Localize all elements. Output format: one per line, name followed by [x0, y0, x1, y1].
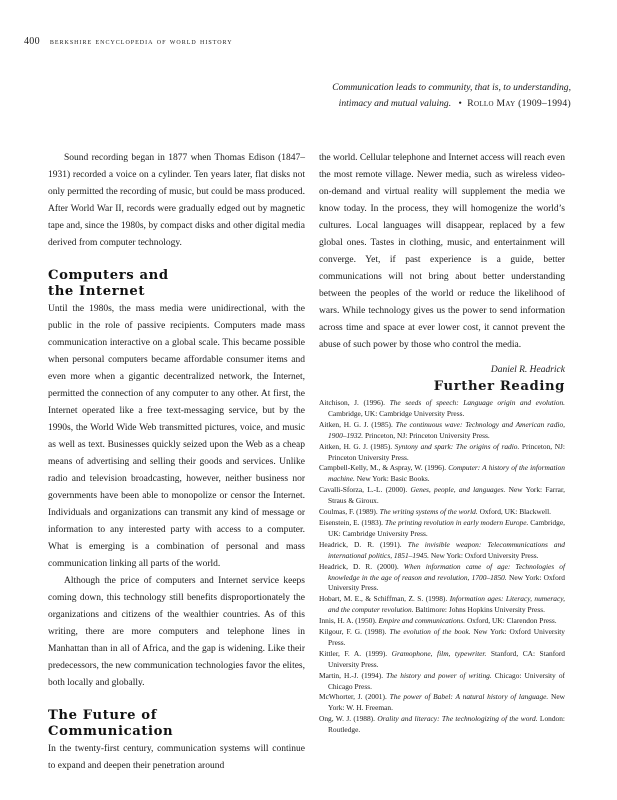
reference-entry: [319, 485, 565, 507]
continued-paragraph: the world. Cellular telephone and Internet access will reach even the most remote village. Newer media, such as wireless video-on-demand and virtual reality will supplement the media we know today. In the process, they will homogenize the world’s cultures. Local languages will disappear, replaced by a few global ones. Tastes in clothing, music, and entertainment will converge. Yet, if past experience is a guide, better communications will not bring about better understanding between the peoples of the world or reduce the likelihood of wars. While technology gives us the power to send information across time and space at ever lower cost, it cannot prevent the abuse of such power by those who control the media.: [319, 153, 565, 350]
intro-paragraph: Sound recording began in 1877 when Thomas Edison (1847–1931) recorded a voice on a cylinder. Ten years later, flat disks not only permitted the recording of music, but could be mass produced. After World War II, records were gradually edged out by magnetic tape and, since the 1980s, by compact disks and other digital media derived from computer technology.: [48, 153, 305, 248]
reference-author: Ong, W. J. (1988).: [319, 714, 378, 724]
reference-title: The writing systems of the world.: [379, 507, 478, 517]
further-reading-heading: Further Reading: [433, 379, 565, 394]
reference-author: Aitken, H. G. J. (1985).: [319, 419, 396, 429]
reference-title: Empire and communications.: [378, 616, 466, 626]
reference-author: Martin, H.-J. (1994).: [319, 670, 387, 680]
reference-publisher: Cambridge, UK: Cambridge University Press.: [328, 408, 465, 418]
reference-title: Orality and literacy: The technologizing of the word.: [377, 714, 538, 724]
reference-publisher: New York: Oxford University Press.: [328, 572, 565, 593]
reference-list: [319, 398, 565, 736]
section-heading-future: [48, 708, 305, 740]
reference-title: The invisible weapon: Telecommunications and international politics, 1851–1945.: [328, 539, 565, 560]
heading-line-1: The Future of: [48, 708, 157, 723]
reference-entry: [319, 562, 565, 595]
epigraph-text-2: intimacy and mutual valuing.: [338, 98, 452, 109]
body-paragraph: In the twenty-first century, communication systems will continue to expand and deepen their penetration around: [48, 744, 305, 771]
reference-title: When information came of age: Technologies of knowledge in the age of reason and revolution, 1700–1850.: [328, 561, 565, 582]
reference-author: Coulmas, F. (1989).: [319, 507, 380, 517]
reference-publisher: New York: W. H. Freeman.: [328, 692, 566, 713]
heading-line-1: Computers and: [48, 268, 169, 283]
reference-title: Gramophone, film, typewriter.: [391, 648, 487, 658]
reference-entry: [319, 398, 565, 420]
reference-entry: [319, 671, 565, 693]
reference-entry: [319, 507, 565, 518]
reference-entry: [319, 594, 565, 616]
epigraph: [251, 80, 571, 112]
reference-entry: [319, 627, 565, 649]
reference-publisher: New York: Farrar, Straus & Giroux.: [328, 485, 565, 506]
epigraph-line-1: Communication leads to community, that is, to understanding,: [332, 82, 571, 93]
reference-publisher: New York: Oxford University Press.: [429, 550, 539, 560]
heading-line-2: Communication: [48, 724, 174, 739]
reference-author: McWhorter, J. (2001).: [319, 692, 390, 702]
reference-author: Campbell-Kelly, M., & Aspray, W. (1996).: [319, 463, 449, 473]
reference-publisher: Cambridge, UK: Cambridge University Press.: [328, 517, 565, 538]
right-column: [319, 150, 565, 379]
reference-title: Computer: A history of the information machine.: [328, 463, 565, 484]
reference-publisher: New York: Basic Books.: [354, 474, 430, 484]
reference-title: The printing revolution in early modern Europe.: [384, 517, 529, 527]
reference-author: Headrick, D. R. (1991).: [319, 539, 408, 549]
reference-entry: [319, 714, 565, 736]
body-paragraph: Although the price of computers and Internet service keeps coming down, this technology still benefits disproportionately the organizations and citizens of the wealthier countries. As of this writing, there are more computers and telephone lines in Manhattan than in all of Africa, and the gap is widening. Like their predecessors, the new communication technologies favor the elites, both locally and globally.: [48, 576, 305, 688]
author-byline: Daniel R. Headrick: [490, 365, 565, 375]
reference-entry: [319, 442, 565, 464]
epigraph-attribution: Rollo May (1909–1994): [467, 98, 571, 109]
reference-title: Information ages: Literacy, numeracy, and the computer revolution.: [328, 594, 565, 615]
heading-line-2: the Internet: [48, 284, 146, 299]
left-column: [48, 150, 305, 775]
reference-publisher: Princeton, NJ: Princeton University Press.: [363, 430, 490, 440]
reference-publisher: Oxford, UK: Clarendon Press.: [465, 616, 557, 626]
reference-author: Aitken, H. G. J. (1985).: [319, 441, 395, 451]
reference-title: Syntony and spark: The origins of radio.: [394, 441, 520, 451]
reference-publisher: Baltimore: Johns Hopkins University Press.: [413, 605, 545, 615]
reference-entry: [319, 616, 565, 627]
reference-entry: [319, 649, 565, 671]
reference-title: Genes, people, and languages.: [410, 485, 506, 495]
reference-author: Headrick, D. R. (2000).: [319, 561, 404, 571]
reference-publisher: Princeton, NJ: Princeton University Press.: [328, 441, 565, 462]
reference-entry: [319, 518, 565, 540]
reference-entry: [319, 463, 565, 485]
page-number: 400: [24, 36, 40, 47]
reference-author: Aitchison, J. (1996).: [319, 398, 390, 407]
reference-title: The continuous wave: Technology and American radio, 1900–1932.: [328, 419, 565, 440]
section-heading-computers: [48, 268, 305, 300]
reference-author: Kilgour, F. G. (1998).: [319, 627, 390, 637]
reference-author: Hobart, M. E., & Schiffman, Z. S. (1998).: [319, 594, 450, 604]
running-header: [24, 36, 233, 47]
running-title: berkshire encyclopedia of world history: [49, 36, 233, 46]
epigraph-bullet: •: [458, 98, 462, 109]
reference-entry: [319, 540, 565, 562]
reference-publisher: Chicago: University of Chicago Press.: [328, 670, 565, 691]
reference-author: Innis, H. A. (1950).: [319, 616, 379, 626]
reference-entry: [319, 420, 565, 442]
reference-title: The history and power of writing.: [386, 670, 492, 680]
reference-publisher: London: Routledge.: [328, 714, 565, 735]
epigraph-line-2: [251, 96, 571, 112]
body-paragraph: Until the 1980s, the mass media were unidirectional, with the public in the role of passive recipients. Computers made mass communication interactive on a global scale. This became possible when personal computers became affordable consumer items and even more when a gigantic decentralized network, the Internet, permitted the connection of any computer to any other. At first, the Internet operated like a free text-messaging service, but by the 1990s, the World Wide Web transmitted pictures, voice, and music as well as text. Businesses quickly seized upon the Web as a cheap means of advertising and selling their goods and services. Unlike radio and television broadcasting, however, neither business nor governments have been able to monopolize or censor the Internet. Individuals and organizations can transmit any kind of message or information to any interested party with access to a computer. What is emerging is a combination of personal and mass communication linking all parts of the world.: [48, 304, 305, 569]
reference-author: Kittler, F. A. (1999).: [319, 648, 392, 658]
reference-entry: [319, 692, 565, 714]
reference-author: Eisenstein, E. (1983).: [319, 517, 385, 527]
reference-publisher: New York: Oxford University Press.: [328, 627, 565, 647]
reference-author: Cavalli-Sforza, L.-L. (2000).: [319, 485, 411, 495]
reference-publisher: Oxford, UK: Blackwell.: [477, 507, 552, 517]
reference-title: The power of Babel: A natural history of language.: [389, 692, 549, 702]
reference-title: The evolution of the book.: [389, 627, 471, 637]
reference-publisher: Stanford, CA: Stanford University Press.: [328, 648, 566, 669]
reference-title: The seeds of speech: Language origin and evolution.: [389, 398, 565, 407]
